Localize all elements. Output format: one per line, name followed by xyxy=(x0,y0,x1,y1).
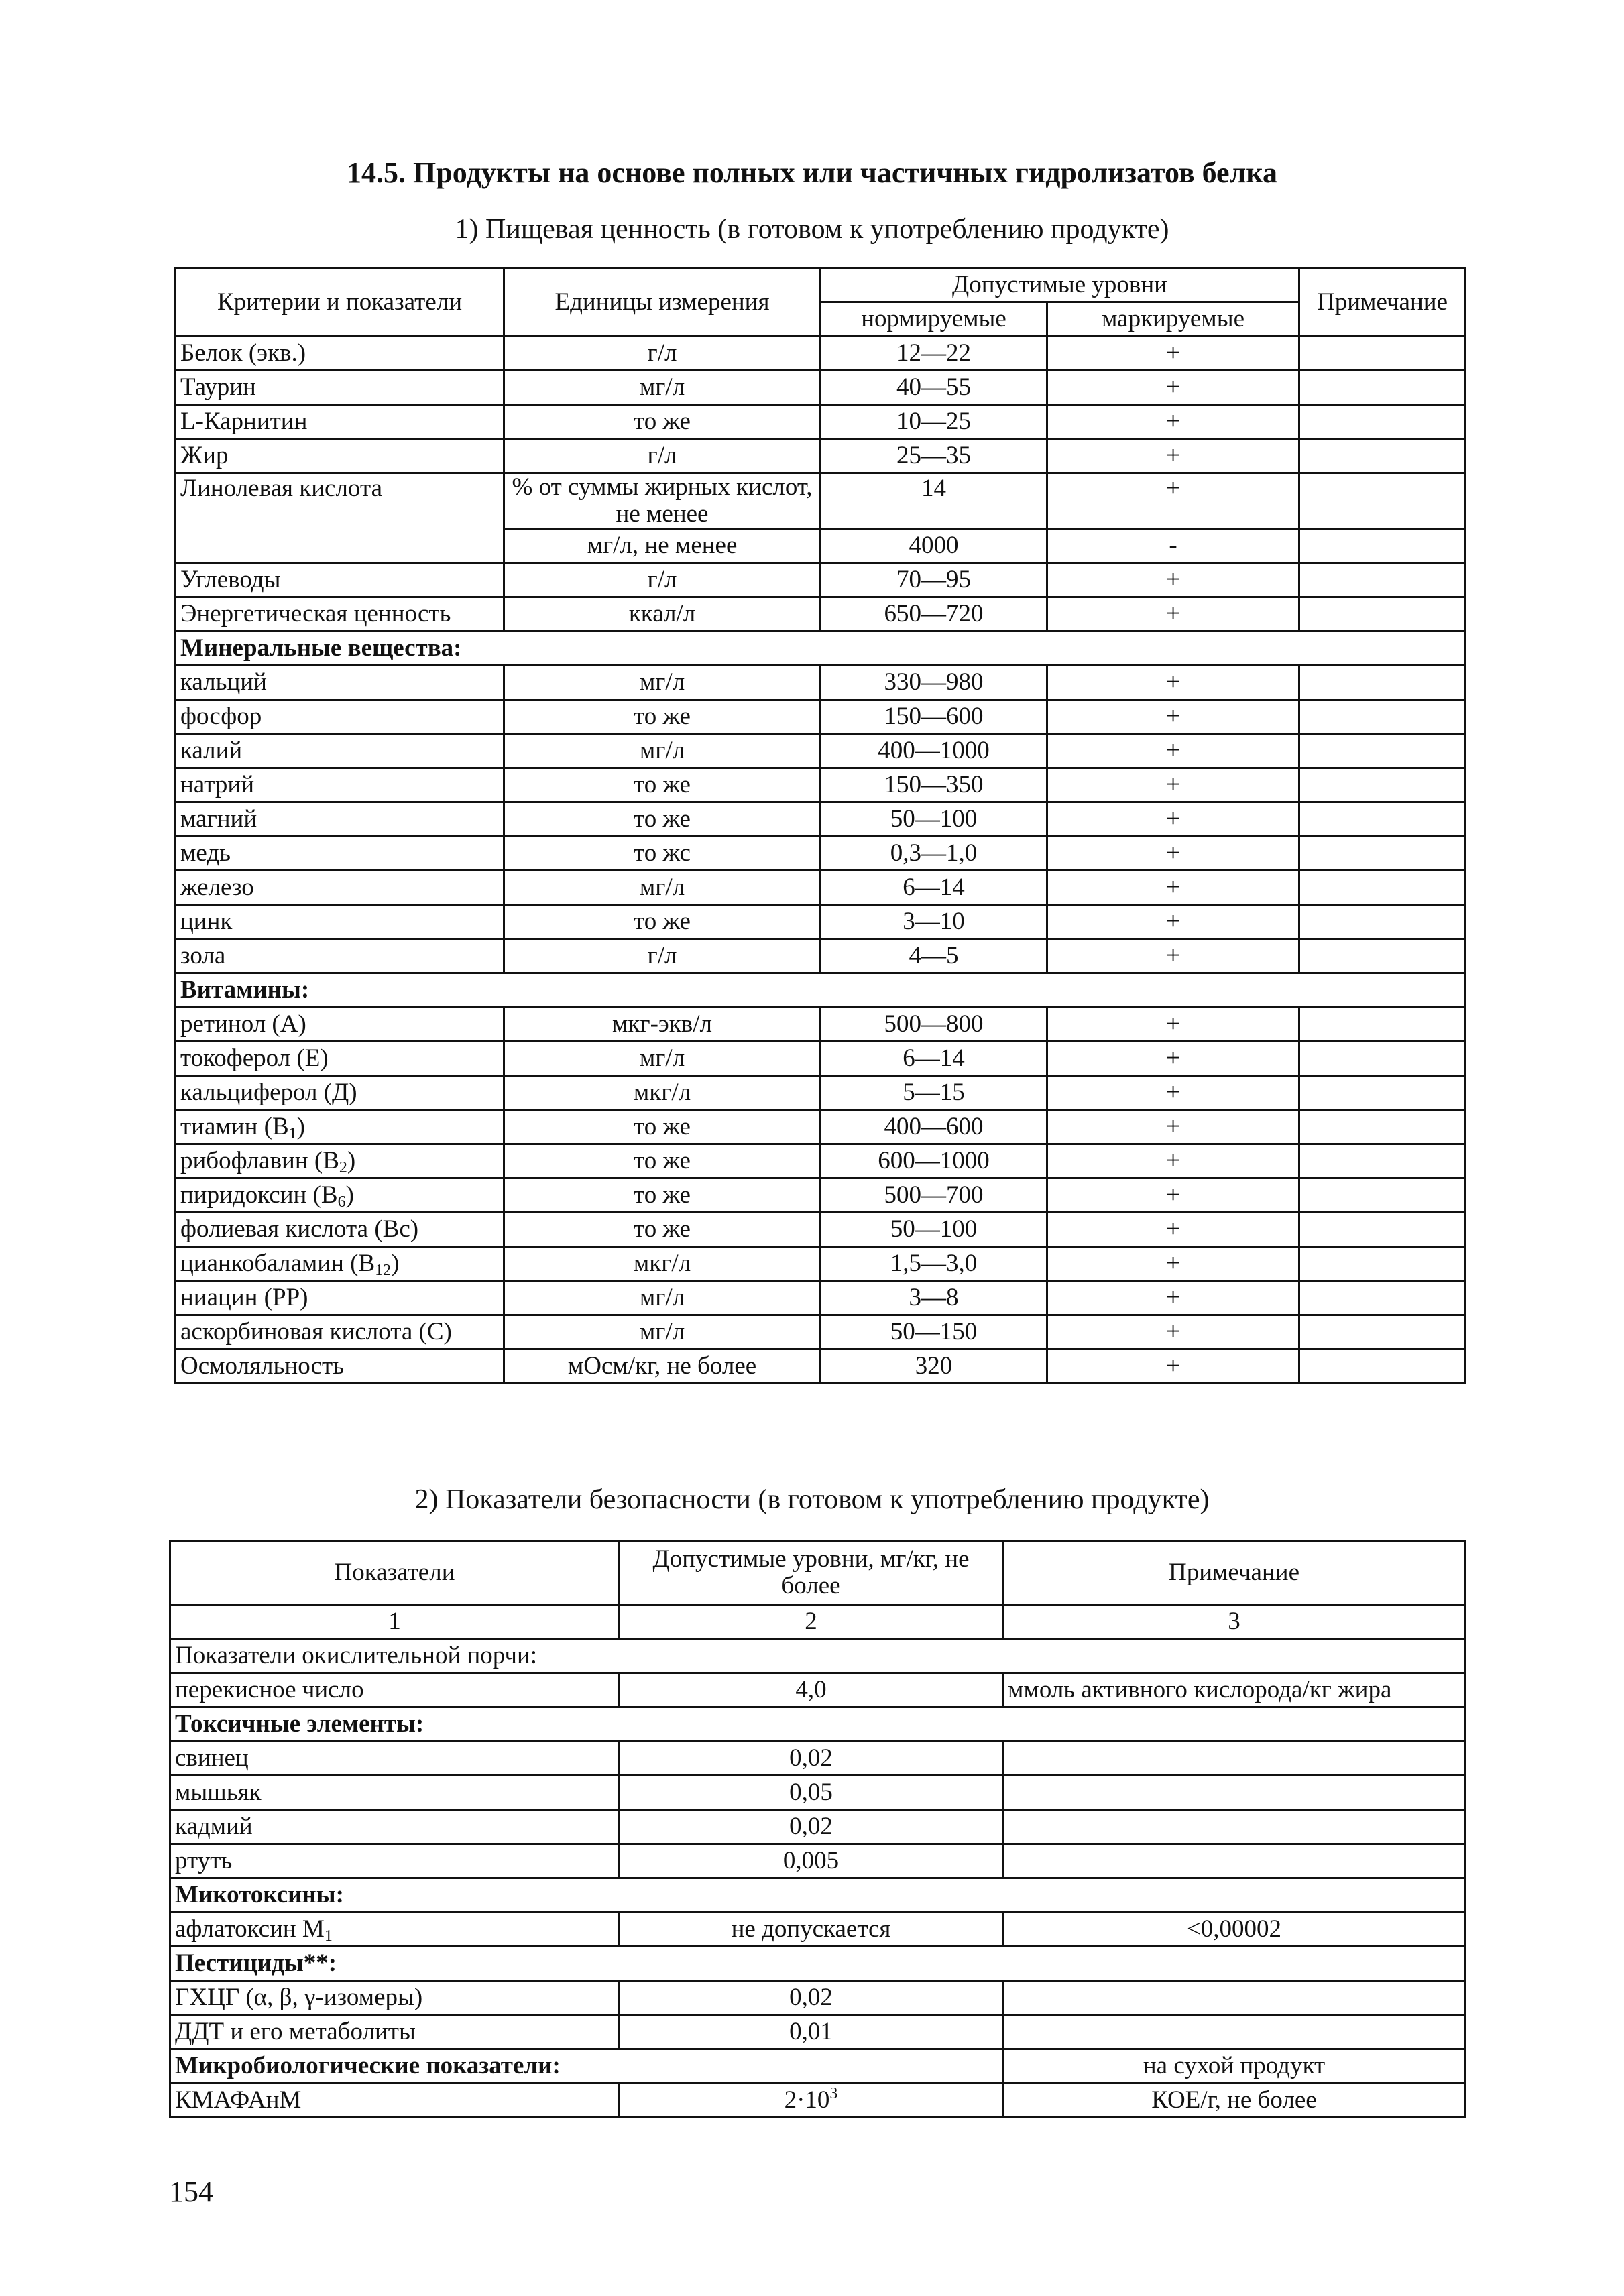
column-number: 1 xyxy=(170,1605,620,1639)
row-name: фосфор xyxy=(176,700,504,734)
row-unit: мг/л xyxy=(504,1315,821,1349)
row-norm: 1,5—3,0 xyxy=(821,1247,1047,1281)
row-name: фолиевая кислота (Вс) xyxy=(176,1213,504,1247)
table-header-row xyxy=(170,1541,1466,1605)
row-value: 0,02 xyxy=(620,1742,1003,1776)
row-norm: 650—720 xyxy=(821,597,1047,631)
table-row xyxy=(176,337,1466,371)
row-mark: + xyxy=(1047,1315,1299,1349)
table-row xyxy=(170,1913,1466,1947)
table-row xyxy=(176,768,1466,802)
row-value: 0,01 xyxy=(620,2015,1003,2049)
row-mark: + xyxy=(1047,905,1299,939)
row-note xyxy=(1299,1247,1466,1281)
row-unit: г/л xyxy=(504,337,821,371)
row-norm: 50—100 xyxy=(821,802,1047,837)
row-norm: 3—10 xyxy=(821,905,1047,939)
table-row xyxy=(170,1844,1466,1878)
row-note xyxy=(1299,597,1466,631)
row-note xyxy=(1003,2015,1466,2049)
row-name: Белок (экв.) xyxy=(176,337,504,371)
row-name: Таурин xyxy=(176,371,504,405)
section-row xyxy=(176,631,1466,666)
table-row xyxy=(176,371,1466,405)
row-note: <0,00002 xyxy=(1003,1913,1466,1947)
row-name: тиамин $(В_1)$ xyxy=(176,1110,504,1144)
row-note xyxy=(1299,802,1466,837)
table-row xyxy=(176,1076,1466,1110)
table-row xyxy=(176,1315,1466,1349)
row-note xyxy=(1299,473,1466,529)
row-norm: 40—55 xyxy=(821,371,1047,405)
row-mark: + xyxy=(1047,439,1299,473)
levels-header: Допустимые уровни, мг/кг, не более xyxy=(620,1541,1003,1605)
row-unit: мг/л xyxy=(504,871,821,905)
row-unit: мг/л xyxy=(504,1281,821,1315)
row-note xyxy=(1003,1742,1466,1776)
row-unit: г/л xyxy=(504,563,821,597)
table-row xyxy=(170,1673,1466,1707)
row-name: натрий xyxy=(176,768,504,802)
row-norm: 150—350 xyxy=(821,768,1047,802)
row-mark: + xyxy=(1047,337,1299,371)
row-norm: 4000 xyxy=(821,529,1047,563)
row-note xyxy=(1299,1144,1466,1179)
row-name: Углеводы xyxy=(176,563,504,597)
row-note xyxy=(1003,1810,1466,1844)
row-norm: 4—5 xyxy=(821,939,1047,973)
row-name: кальциферол (Д) xyxy=(176,1076,504,1110)
table-row xyxy=(176,734,1466,768)
minerals-heading: Минеральные вещества: xyxy=(176,631,1466,666)
row-norm: 500—700 xyxy=(821,1179,1047,1213)
row-name: ниацин (РР) xyxy=(176,1281,504,1315)
row-unit: то же xyxy=(504,405,821,439)
safety-subtitle: 2) Показатели безопасности (в готовом к употреблению продукте) xyxy=(414,1484,1210,1515)
row-norm: 3—8 xyxy=(821,1281,1047,1315)
row-name: цинк xyxy=(176,905,504,939)
row-unit: ккал/л xyxy=(504,597,821,631)
row-note xyxy=(1299,529,1466,563)
row-name: Линолевая кислота xyxy=(176,473,504,563)
row-note xyxy=(1299,1008,1466,1042)
row-unit: то же xyxy=(504,1179,821,1213)
row-name: ДДТ и его метаболиты xyxy=(170,2015,620,2049)
table-row xyxy=(170,2083,1466,2118)
row-value: $2\cdot 10^3$ xyxy=(620,2083,1003,2118)
table-row xyxy=(176,837,1466,871)
row-name: кальций xyxy=(176,666,504,700)
row-name: рибофлавин $(В_2)$ xyxy=(176,1144,504,1179)
row-mark: + xyxy=(1047,768,1299,802)
table-row xyxy=(176,1213,1466,1247)
row-unit: мкг-экв/л xyxy=(504,1008,821,1042)
section-row xyxy=(170,1947,1466,1981)
row-note xyxy=(1299,734,1466,768)
table-row xyxy=(170,1776,1466,1810)
row-note xyxy=(1299,1042,1466,1076)
row-note xyxy=(1299,337,1466,371)
table-row xyxy=(176,1110,1466,1144)
row-mark: + xyxy=(1047,1179,1299,1213)
row-unit: то же xyxy=(504,768,821,802)
normed-header: нормируемые xyxy=(821,302,1047,337)
row-mark: + xyxy=(1047,563,1299,597)
row-unit: мкг/л xyxy=(504,1076,821,1110)
table-row xyxy=(176,439,1466,473)
row-unit: мг/л xyxy=(504,371,821,405)
row-mark: + xyxy=(1047,700,1299,734)
row-name: железо xyxy=(176,871,504,905)
row-name: магний xyxy=(176,802,504,837)
table-row xyxy=(176,1179,1466,1213)
row-name: ретинол (А) xyxy=(176,1008,504,1042)
row-unit: г/л xyxy=(504,439,821,473)
row-unit: мг/л xyxy=(504,666,821,700)
row-unit: то же xyxy=(504,1144,821,1179)
table-row xyxy=(170,1810,1466,1844)
row-mark: + xyxy=(1047,939,1299,973)
page-number: 154 xyxy=(169,2175,213,2208)
nutrition-table xyxy=(174,267,1466,1384)
row-norm: 12—22 xyxy=(821,337,1047,371)
table-row xyxy=(176,871,1466,905)
row-norm: 500—800 xyxy=(821,1008,1047,1042)
row-norm: 0,3—1,0 xyxy=(821,837,1047,871)
row-norm: 6—14 xyxy=(821,871,1047,905)
row-unit: то же xyxy=(504,905,821,939)
row-name: кадмий xyxy=(170,1810,620,1844)
row-name: свинец xyxy=(170,1742,620,1776)
row-mark: - xyxy=(1047,529,1299,563)
row-mark: + xyxy=(1047,597,1299,631)
table-row xyxy=(176,939,1466,973)
row-mark: + xyxy=(1047,837,1299,871)
row-name: КМАФАнМ xyxy=(170,2083,620,2118)
row-name: перекисное число xyxy=(170,1673,620,1707)
row-norm: 330—980 xyxy=(821,666,1047,700)
row-norm: 10—25 xyxy=(821,405,1047,439)
row-mark: + xyxy=(1047,371,1299,405)
row-note xyxy=(1299,871,1466,905)
row-note xyxy=(1299,700,1466,734)
row-name: Осмоляльность xyxy=(176,1349,504,1384)
row-note xyxy=(1299,837,1466,871)
row-mark: + xyxy=(1047,802,1299,837)
row-name: ГХЦГ (α, β, γ-изомеры) xyxy=(170,1981,620,2015)
microbiology-note: на сухой продукт xyxy=(1003,2049,1466,2083)
row-note xyxy=(1299,371,1466,405)
row-note xyxy=(1299,439,1466,473)
table-row xyxy=(176,473,1466,529)
table-header-row xyxy=(176,268,1466,302)
row-note xyxy=(1299,1110,1466,1144)
row-note xyxy=(1299,939,1466,973)
row-note xyxy=(1299,405,1466,439)
row-name: пиридоксин $(В_6)$ xyxy=(176,1179,504,1213)
microbiology-heading: Микробиологические показатели: xyxy=(170,2049,1003,2083)
row-mark: + xyxy=(1047,1281,1299,1315)
row-note xyxy=(1003,1844,1466,1878)
table-row xyxy=(176,597,1466,631)
row-name: Жир xyxy=(176,439,504,473)
row-mark: + xyxy=(1047,1349,1299,1384)
table-row xyxy=(170,1981,1466,2015)
row-norm: 50—100 xyxy=(821,1213,1047,1247)
row-mark: + xyxy=(1047,871,1299,905)
row-note xyxy=(1299,905,1466,939)
row-mark: + xyxy=(1047,1247,1299,1281)
section-row xyxy=(170,1639,1466,1673)
row-note: ммоль активного кислорода/кг жира xyxy=(1003,1673,1466,1707)
row-unit: % от суммы жирных кислот, не менее xyxy=(504,473,821,529)
row-mark: + xyxy=(1047,1076,1299,1110)
row-unit: мкг/л xyxy=(504,1247,821,1281)
row-note xyxy=(1299,1076,1466,1110)
row-norm: 5—15 xyxy=(821,1076,1047,1110)
row-unit: мг/л xyxy=(504,734,821,768)
row-unit: то же xyxy=(504,1213,821,1247)
section-row xyxy=(170,2049,1466,2083)
row-name: зола xyxy=(176,939,504,973)
note-header: Примечание xyxy=(1003,1541,1466,1605)
row-name: аскорбиновая кислота (С) xyxy=(176,1315,504,1349)
row-mark: + xyxy=(1047,734,1299,768)
note-header: Примечание xyxy=(1299,268,1466,337)
row-note xyxy=(1299,563,1466,597)
row-name: токоферол (Е) xyxy=(176,1042,504,1076)
row-unit: то жс xyxy=(504,837,821,871)
row-mark: + xyxy=(1047,1042,1299,1076)
table-row xyxy=(176,1144,1466,1179)
table-row xyxy=(176,1042,1466,1076)
row-name: афлатоксин $М_1$ xyxy=(170,1913,620,1947)
row-value: 0,005 xyxy=(620,1844,1003,1878)
row-name: цианкобаламин $(В_{12})$ xyxy=(176,1247,504,1281)
table-row xyxy=(176,802,1466,837)
table-row xyxy=(176,700,1466,734)
row-norm: 25—35 xyxy=(821,439,1047,473)
page-title: 14.5. Продукты на основе полных или частичных гидролизатов белка xyxy=(347,156,1277,189)
row-unit: мОсм/кг, не более xyxy=(504,1349,821,1384)
safety-table xyxy=(169,1540,1466,2118)
column-number: 3 xyxy=(1003,1605,1466,1639)
row-unit: то же xyxy=(504,700,821,734)
table-row xyxy=(176,1247,1466,1281)
row-note xyxy=(1003,1981,1466,2015)
section-row xyxy=(170,1878,1466,1913)
marked-header: маркируемые xyxy=(1047,302,1299,337)
section-row xyxy=(176,973,1466,1008)
row-norm: 320 xyxy=(821,1349,1047,1384)
table-row xyxy=(170,1742,1466,1776)
row-value: 4,0 xyxy=(620,1673,1003,1707)
row-value: 0,02 xyxy=(620,1981,1003,2015)
row-mark: + xyxy=(1047,666,1299,700)
row-name: ртуть xyxy=(170,1844,620,1878)
units-header: Единицы измерения xyxy=(504,268,821,337)
row-unit: то же xyxy=(504,802,821,837)
column-number: 2 xyxy=(620,1605,1003,1639)
table-row xyxy=(176,1008,1466,1042)
section-row xyxy=(170,1707,1466,1742)
table-row xyxy=(176,666,1466,700)
row-mark: + xyxy=(1047,473,1299,529)
row-value: 0,05 xyxy=(620,1776,1003,1810)
row-mark: + xyxy=(1047,1213,1299,1247)
row-unit: мг/л xyxy=(504,1042,821,1076)
row-mark: + xyxy=(1047,1110,1299,1144)
row-norm: 150—600 xyxy=(821,700,1047,734)
row-norm: 50—150 xyxy=(821,1315,1047,1349)
table-row xyxy=(176,405,1466,439)
row-unit: то же xyxy=(504,1110,821,1144)
row-note xyxy=(1299,1213,1466,1247)
row-note xyxy=(1299,1349,1466,1384)
row-unit: г/л xyxy=(504,939,821,973)
row-value: не допускается xyxy=(620,1913,1003,1947)
row-name: Энергетическая ценность xyxy=(176,597,504,631)
criteria-header: Критерии и показатели xyxy=(176,268,504,337)
row-name: L-Карнитин xyxy=(176,405,504,439)
levels-header: Допустимые уровни xyxy=(821,268,1299,302)
row-name: калий xyxy=(176,734,504,768)
row-mark: + xyxy=(1047,1144,1299,1179)
table-row xyxy=(170,2015,1466,2049)
table-row xyxy=(176,1349,1466,1384)
table-row xyxy=(176,1281,1466,1315)
table-row xyxy=(176,563,1466,597)
row-note xyxy=(1299,1179,1466,1213)
nutrition-subtitle: 1) Пищевая ценность (в готовом к употреблению продукте) xyxy=(455,214,1169,245)
row-norm: 600—1000 xyxy=(821,1144,1047,1179)
table-row xyxy=(176,905,1466,939)
row-note xyxy=(1003,1776,1466,1810)
mycotoxins-heading: Микотоксины: xyxy=(170,1878,1466,1913)
row-mark: + xyxy=(1047,405,1299,439)
toxic-heading: Токсичные элементы: xyxy=(170,1707,1466,1742)
oxidative-heading: Показатели окислительной порчи: xyxy=(170,1639,1466,1673)
row-unit: мг/л, не менее xyxy=(504,529,821,563)
row-norm: 6—14 xyxy=(821,1042,1047,1076)
indicators-header: Показатели xyxy=(170,1541,620,1605)
row-norm: 14 xyxy=(821,473,1047,529)
row-note xyxy=(1299,1315,1466,1349)
row-note xyxy=(1299,768,1466,802)
column-number-row xyxy=(170,1605,1466,1639)
vitamins-heading: Витамины: xyxy=(176,973,1466,1008)
row-value: 0,02 xyxy=(620,1810,1003,1844)
row-mark: + xyxy=(1047,1008,1299,1042)
row-norm: 400—1000 xyxy=(821,734,1047,768)
pesticides-heading: Пестициды**: xyxy=(170,1947,1466,1981)
row-note xyxy=(1299,1281,1466,1315)
row-note: КОЕ/г, не более xyxy=(1003,2083,1466,2118)
row-norm: 400—600 xyxy=(821,1110,1047,1144)
row-name: мышьяк xyxy=(170,1776,620,1810)
row-note xyxy=(1299,666,1466,700)
row-name: медь xyxy=(176,837,504,871)
row-norm: 70—95 xyxy=(821,563,1047,597)
